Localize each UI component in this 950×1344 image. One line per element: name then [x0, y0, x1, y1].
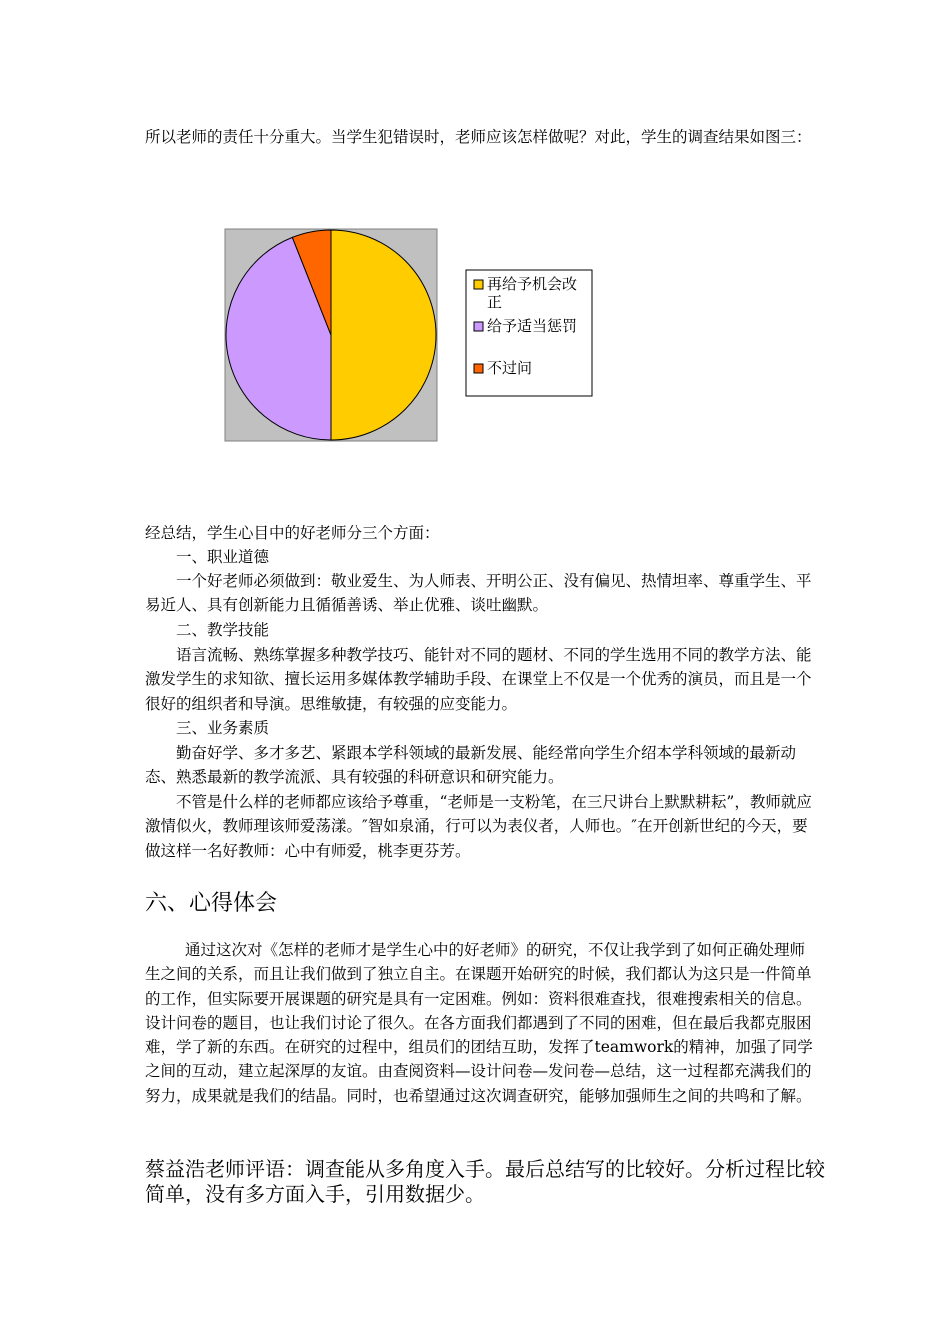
closing-paragraph: 不管是什么样的老师都应该给予尊重，“老师是一支粉笔，在三尺讲台上默默耕耘”，教师就应激情似火，教师理该师爱荡漾。″智如泉涌，行可以为表仪者，人师也。″在开创新世纪的今天，要做这样一名好教师：心中有师爱，桃李更芬芳。 — [145, 793, 812, 860]
section-6-heading: 六、心得体会 — [145, 891, 278, 916]
summary-lead: 经总结，学生心目中的好老师分三个方面： — [145, 524, 440, 542]
section-1-title: 一、职业道德 — [176, 548, 270, 566]
legend-swatch-3 — [474, 364, 483, 373]
pie-slices — [226, 230, 436, 440]
legend-label-2: 给予适当惩罚 — [487, 317, 578, 335]
section-6-body: 通过这次对《怎样的老师才是学生心中的好老师》的研究，不仅让我学到了如何正确处理师生之间的关系，而且让我们做到了独立自主。在课题开始研究的时候，我们都认为这只是一件简单的工作，但实际要开展课题的研究是具有一定困难。例如：资料很难查找，很难搜索相关的信息。设计问卷的题目，也让我们讨论了很久。在各方面我们都遇到了不同的困难，但在最后我都克服困难，学了新的东西。在研究的过程中，组员们的团结互助，发挥了teamwork的精神，加强了同学之间的互动，建立起深厚的友谊。由查阅资料—设计问卷—发问卷—总结，这一过程都充满我们的努力，成果就是我们的结晶。同时，也希望通过这次调查研究，能够加强师生之间的共鸣和了解。 — [145, 941, 813, 1105]
section-2-title: 二、教学技能 — [176, 621, 270, 639]
section-3-title: 三、业务素质 — [176, 719, 270, 737]
legend-swatch-2 — [474, 322, 483, 331]
legend-label-1: 再给予机会改正 — [487, 275, 578, 311]
section-3-body: 勤奋好学、多才多艺、紧跟本学科领域的最新发展、能经常向学生介绍本学科领域的最新动态、熟悉最新的教学流派、具有较强的科研意识和研究能力。 — [145, 744, 797, 787]
intro-paragraph: 所以老师的责任十分重大。当学生犯错误时，老师应该怎样做呢？对此，学生的调查结果如图三： — [145, 128, 812, 146]
legend-swatch-1 — [474, 280, 483, 289]
pie-chart — [224, 228, 599, 444]
legend-label-3: 不过问 — [487, 359, 533, 377]
section-2-body: 语言流畅、熟练掌握多种教学技巧、能针对不同的题材、不同的学生选用不同的教学方法、能激发学生的求知欲、擅长运用多媒体教学辅助手段、在课堂上不仅是一个优秀的演员，而且是一个很好的组织者和导演。思维敏捷，有较强的应变能力。 — [145, 646, 812, 713]
teacher-review: 蔡益浩老师评语：调查能从多角度入手。最后总结写的比较好。分析过程比较简单，没有多方面入手，引用数据少。 — [145, 1157, 825, 1206]
section-1-body: 一个好老师必须做到：敬业爱生、为人师表、开明公正、没有偏见、热情坦率、尊重学生、平易近人、具有创新能力且循循善诱、举止优雅、谈吐幽默。 — [145, 572, 812, 615]
